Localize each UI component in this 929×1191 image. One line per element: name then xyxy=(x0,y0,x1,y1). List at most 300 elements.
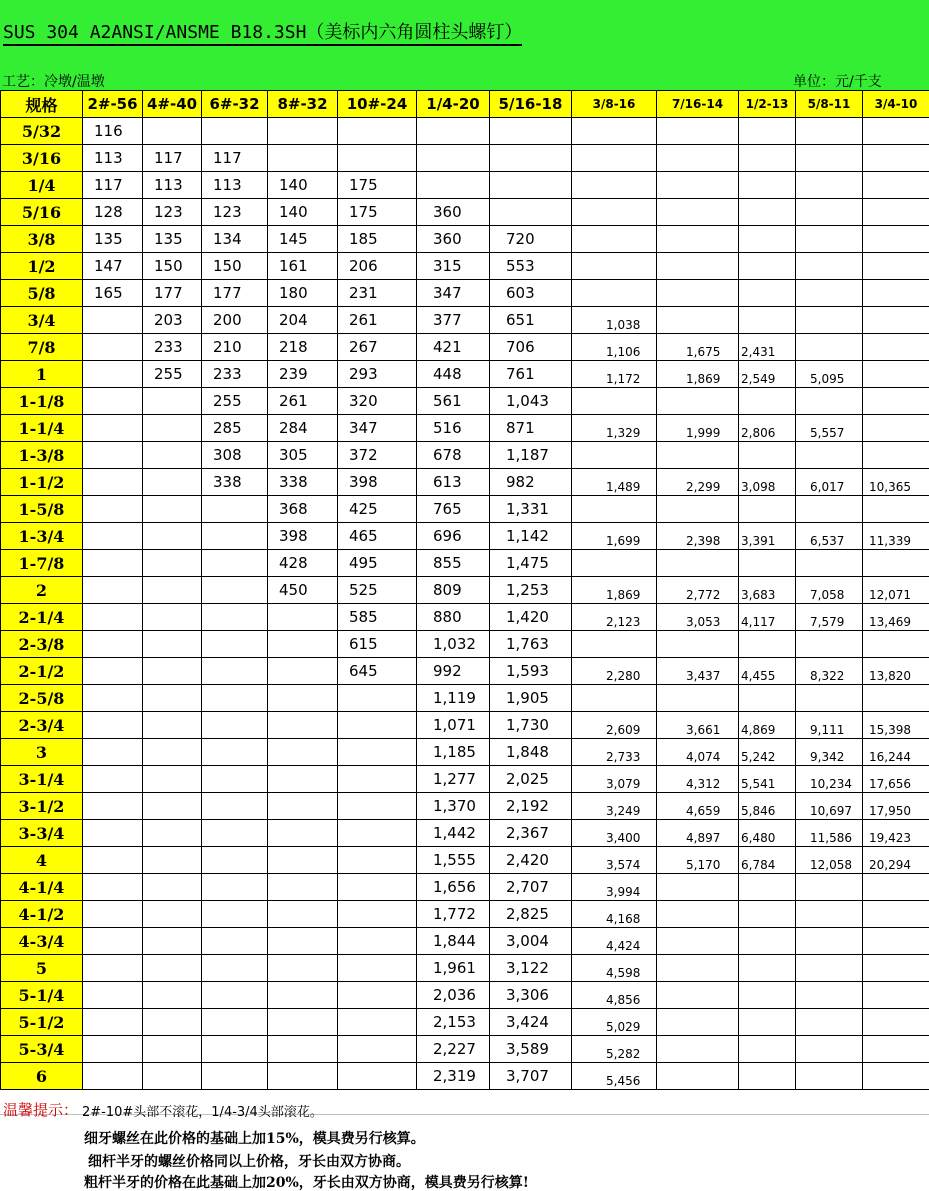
price-cell xyxy=(143,982,202,1009)
price-cell xyxy=(338,712,417,739)
price-cell xyxy=(657,307,739,334)
price-cell xyxy=(657,145,739,172)
price-cell xyxy=(657,199,739,226)
table-row xyxy=(1,496,929,523)
price-cell: 135 xyxy=(83,226,143,253)
price-cell xyxy=(338,685,417,712)
price-cell: 2,707 xyxy=(490,874,572,901)
price-cell xyxy=(143,577,202,604)
price-cell xyxy=(83,496,143,523)
price-cell xyxy=(268,1036,338,1063)
price-cell: 145 xyxy=(268,226,338,253)
price-cell xyxy=(143,766,202,793)
price-cell: 2,609 xyxy=(572,712,657,739)
price-cell: 855 xyxy=(417,550,490,577)
price-cell xyxy=(863,955,929,982)
price-cell xyxy=(338,955,417,982)
price-cell: 5,282 xyxy=(572,1036,657,1063)
price-cell: 1,999 xyxy=(657,415,739,442)
price-cell xyxy=(202,739,268,766)
price-cell xyxy=(202,685,268,712)
price-cell: 2,733 xyxy=(572,739,657,766)
price-cell xyxy=(143,469,202,496)
price-cell xyxy=(417,172,490,199)
price-cell: 495 xyxy=(338,550,417,577)
spec-cell: 4-3/4 xyxy=(1,928,83,955)
price-cell: 5,846 xyxy=(739,793,796,820)
price-cell xyxy=(572,280,657,307)
price-cell xyxy=(863,388,929,415)
price-cell xyxy=(657,442,739,469)
price-cell: 285 xyxy=(202,415,268,442)
table-row xyxy=(1,685,929,712)
price-cell xyxy=(572,388,657,415)
price-cell: 1,329 xyxy=(572,415,657,442)
price-cell xyxy=(863,253,929,280)
price-cell xyxy=(83,307,143,334)
price-cell: 678 xyxy=(417,442,490,469)
price-cell: 1,772 xyxy=(417,901,490,928)
price-cell: 465 xyxy=(338,523,417,550)
price-cell xyxy=(739,496,796,523)
table-row xyxy=(1,388,929,415)
price-cell xyxy=(657,1009,739,1036)
price-cell xyxy=(657,955,739,982)
price-cell xyxy=(143,793,202,820)
price-cell: 2,431 xyxy=(739,334,796,361)
table-row xyxy=(1,658,929,685)
spec-cell: 3/4 xyxy=(1,307,83,334)
price-cell xyxy=(739,1036,796,1063)
tip-label: 温馨提示： xyxy=(3,1101,79,1119)
price-cell: 117 xyxy=(143,145,202,172)
price-cell: 2,123 xyxy=(572,604,657,631)
price-cell xyxy=(657,928,739,955)
price-cell: 398 xyxy=(338,469,417,496)
price-cell: 421 xyxy=(417,334,490,361)
price-cell xyxy=(796,982,863,1009)
header-row xyxy=(1,91,929,118)
price-cell xyxy=(796,172,863,199)
price-cell xyxy=(417,118,490,145)
price-cell xyxy=(202,523,268,550)
table-row xyxy=(1,928,929,955)
price-cell: 3,053 xyxy=(657,604,739,631)
price-cell xyxy=(202,874,268,901)
table-row xyxy=(1,901,929,928)
price-cell: 1,593 xyxy=(490,658,572,685)
price-cell xyxy=(490,145,572,172)
price-cell: 11,586 xyxy=(796,820,863,847)
price-cell xyxy=(83,361,143,388)
price-cell xyxy=(863,496,929,523)
price-cell: 140 xyxy=(268,172,338,199)
price-cell: 6,017 xyxy=(796,469,863,496)
price-cell: 165 xyxy=(83,280,143,307)
price-cell xyxy=(268,739,338,766)
price-cell: 2,806 xyxy=(739,415,796,442)
price-cell xyxy=(572,631,657,658)
price-cell xyxy=(338,901,417,928)
price-cell: 1,905 xyxy=(490,685,572,712)
price-cell xyxy=(83,820,143,847)
price-cell xyxy=(796,226,863,253)
price-cell: 1,656 xyxy=(417,874,490,901)
spec-cell: 1 xyxy=(1,361,83,388)
price-cell: 720 xyxy=(490,226,572,253)
spec-cell: 1-3/4 xyxy=(1,523,83,550)
price-cell: 347 xyxy=(338,415,417,442)
price-cell xyxy=(657,388,739,415)
table-row xyxy=(1,334,929,361)
price-cell xyxy=(202,901,268,928)
price-cell: 1,172 xyxy=(572,361,657,388)
spec-cell: 1-1/2 xyxy=(1,469,83,496)
price-cell: 5,557 xyxy=(796,415,863,442)
price-cell xyxy=(863,901,929,928)
price-cell: 1,043 xyxy=(490,388,572,415)
price-cell xyxy=(143,1036,202,1063)
price-cell xyxy=(83,523,143,550)
price-cell xyxy=(202,928,268,955)
column-header: 3/8-16 xyxy=(572,91,657,118)
price-cell xyxy=(143,955,202,982)
price-cell: 206 xyxy=(338,253,417,280)
table-row xyxy=(1,874,929,901)
price-cell xyxy=(202,712,268,739)
price-cell xyxy=(657,685,739,712)
price-cell: 4,117 xyxy=(739,604,796,631)
price-cell xyxy=(143,820,202,847)
price-cell xyxy=(657,550,739,577)
spec-cell: 1-7/8 xyxy=(1,550,83,577)
price-cell xyxy=(202,631,268,658)
price-cell: 615 xyxy=(338,631,417,658)
price-cell xyxy=(268,955,338,982)
price-cell: 10,365 xyxy=(863,469,929,496)
price-cell xyxy=(338,1036,417,1063)
price-cell xyxy=(739,685,796,712)
price-cell xyxy=(863,280,929,307)
price-cell xyxy=(143,658,202,685)
price-cell xyxy=(268,685,338,712)
price-cell xyxy=(143,496,202,523)
price-cell: 706 xyxy=(490,334,572,361)
table-row xyxy=(1,118,929,145)
price-cell xyxy=(338,820,417,847)
price-cell: 3,098 xyxy=(739,469,796,496)
price-cell xyxy=(796,307,863,334)
price-cell xyxy=(202,982,268,1009)
spec-cell: 1-3/8 xyxy=(1,442,83,469)
spec-cell: 5-1/2 xyxy=(1,1009,83,1036)
price-cell xyxy=(268,631,338,658)
price-cell xyxy=(572,199,657,226)
price-cell: 651 xyxy=(490,307,572,334)
price-cell: 3,424 xyxy=(490,1009,572,1036)
price-cell: 135 xyxy=(143,226,202,253)
column-header: 8#-32 xyxy=(268,91,338,118)
price-cell xyxy=(83,604,143,631)
price-cell xyxy=(202,766,268,793)
price-cell: 17,950 xyxy=(863,793,929,820)
price-cell xyxy=(796,1036,863,1063)
price-cell: 180 xyxy=(268,280,338,307)
price-cell: 5,541 xyxy=(739,766,796,793)
price-cell xyxy=(268,658,338,685)
price-cell xyxy=(863,685,929,712)
price-cell xyxy=(863,550,929,577)
price-cell: 4,455 xyxy=(739,658,796,685)
price-cell: 261 xyxy=(338,307,417,334)
price-cell xyxy=(863,928,929,955)
price-cell: 19,423 xyxy=(863,820,929,847)
price-cell: 284 xyxy=(268,415,338,442)
price-cell: 4,424 xyxy=(572,928,657,955)
price-table xyxy=(0,90,929,1090)
spec-cell: 3 xyxy=(1,739,83,766)
price-cell xyxy=(657,496,739,523)
spec-cell: 5/32 xyxy=(1,118,83,145)
price-cell: 9,111 xyxy=(796,712,863,739)
price-cell: 982 xyxy=(490,469,572,496)
price-cell xyxy=(796,199,863,226)
price-cell xyxy=(202,604,268,631)
price-cell xyxy=(796,388,863,415)
price-cell: 5,095 xyxy=(796,361,863,388)
spec-cell: 2-3/8 xyxy=(1,631,83,658)
price-cell: 1,675 xyxy=(657,334,739,361)
price-cell: 233 xyxy=(202,361,268,388)
table-row xyxy=(1,307,929,334)
price-cell xyxy=(657,874,739,901)
price-cell: 428 xyxy=(268,550,338,577)
spec-cell: 7/8 xyxy=(1,334,83,361)
price-cell: 553 xyxy=(490,253,572,280)
price-cell: 305 xyxy=(268,442,338,469)
column-header: 4#-40 xyxy=(143,91,202,118)
price-cell xyxy=(143,901,202,928)
column-header: 5/16-18 xyxy=(490,91,572,118)
price-cell xyxy=(796,685,863,712)
spec-header: 规格 xyxy=(1,91,83,118)
spec-cell: 3/16 xyxy=(1,145,83,172)
price-cell xyxy=(796,145,863,172)
price-cell: 4,168 xyxy=(572,901,657,928)
price-cell: 2,825 xyxy=(490,901,572,928)
price-cell: 450 xyxy=(268,577,338,604)
price-cell xyxy=(657,1063,739,1090)
price-cell xyxy=(796,496,863,523)
price-cell xyxy=(490,118,572,145)
price-cell: 1,763 xyxy=(490,631,572,658)
price-cell xyxy=(739,874,796,901)
price-cell xyxy=(338,928,417,955)
price-cell xyxy=(143,388,202,415)
price-cell: 175 xyxy=(338,199,417,226)
column-header: 5/8-11 xyxy=(796,91,863,118)
price-cell xyxy=(268,118,338,145)
price-cell: 809 xyxy=(417,577,490,604)
price-cell: 761 xyxy=(490,361,572,388)
price-cell xyxy=(83,793,143,820)
price-cell xyxy=(338,793,417,820)
price-cell: 15,398 xyxy=(863,712,929,739)
price-cell xyxy=(83,685,143,712)
price-cell: 2,036 xyxy=(417,982,490,1009)
price-cell xyxy=(657,901,739,928)
price-cell xyxy=(268,901,338,928)
price-cell: 3,122 xyxy=(490,955,572,982)
price-cell: 1,331 xyxy=(490,496,572,523)
price-cell xyxy=(796,955,863,982)
price-cell: 267 xyxy=(338,334,417,361)
price-cell xyxy=(739,307,796,334)
price-cell xyxy=(739,1063,796,1090)
price-cell xyxy=(739,631,796,658)
price-cell: 1,699 xyxy=(572,523,657,550)
price-cell: 128 xyxy=(83,199,143,226)
price-cell: 1,961 xyxy=(417,955,490,982)
price-cell: 1,489 xyxy=(572,469,657,496)
price-cell: 1,848 xyxy=(490,739,572,766)
price-cell: 992 xyxy=(417,658,490,685)
price-cell xyxy=(863,415,929,442)
price-cell: 3,391 xyxy=(739,523,796,550)
price-cell xyxy=(572,496,657,523)
table-row xyxy=(1,523,929,550)
price-cell: 1,442 xyxy=(417,820,490,847)
price-cell xyxy=(143,928,202,955)
price-cell: 150 xyxy=(202,253,268,280)
price-cell xyxy=(657,226,739,253)
price-cell xyxy=(202,118,268,145)
price-cell xyxy=(202,577,268,604)
price-cell xyxy=(268,712,338,739)
price-cell xyxy=(83,874,143,901)
price-cell xyxy=(796,334,863,361)
price-cell: 4,074 xyxy=(657,739,739,766)
price-cell xyxy=(338,847,417,874)
price-cell: 1,475 xyxy=(490,550,572,577)
table-row xyxy=(1,469,929,496)
spec-cell: 1/4 xyxy=(1,172,83,199)
price-cell xyxy=(202,1009,268,1036)
price-cell xyxy=(657,253,739,280)
price-cell: 1,869 xyxy=(572,577,657,604)
price-cell: 255 xyxy=(143,361,202,388)
spec-cell: 2-5/8 xyxy=(1,685,83,712)
price-cell xyxy=(83,847,143,874)
price-cell: 255 xyxy=(202,388,268,415)
price-cell: 7,579 xyxy=(796,604,863,631)
price-cell xyxy=(202,496,268,523)
price-cell xyxy=(863,118,929,145)
price-cell xyxy=(657,982,739,1009)
price-cell: 398 xyxy=(268,523,338,550)
price-cell: 13,820 xyxy=(863,658,929,685)
process-label: 工艺：冷墩/温墩 xyxy=(2,74,105,90)
table-row xyxy=(1,145,929,172)
price-cell xyxy=(863,1009,929,1036)
price-cell xyxy=(796,550,863,577)
price-cell xyxy=(202,1063,268,1090)
price-cell: 17,656 xyxy=(863,766,929,793)
note-line-3: 粗杆半牙的价格在此基础上加20%，牙长由双方协商，模具费另行核算! xyxy=(84,1175,529,1191)
price-cell xyxy=(572,145,657,172)
price-cell xyxy=(796,631,863,658)
price-cell xyxy=(863,874,929,901)
price-cell: 233 xyxy=(143,334,202,361)
price-cell: 140 xyxy=(268,199,338,226)
price-cell xyxy=(739,226,796,253)
price-cell xyxy=(83,955,143,982)
note-line-2: 细杆半牙的螺丝价格同以上价格，牙长由双方协商。 xyxy=(88,1154,410,1170)
price-cell: 4,312 xyxy=(657,766,739,793)
price-cell: 12,058 xyxy=(796,847,863,874)
price-cell xyxy=(143,1009,202,1036)
spec-cell: 1-1/4 xyxy=(1,415,83,442)
price-cell: 5,170 xyxy=(657,847,739,874)
price-cell: 4,897 xyxy=(657,820,739,847)
column-header: 3/4-10 xyxy=(863,91,929,118)
price-cell: 315 xyxy=(417,253,490,280)
price-cell: 2,772 xyxy=(657,577,739,604)
price-cell xyxy=(143,874,202,901)
price-cell xyxy=(572,172,657,199)
table-row xyxy=(1,280,929,307)
price-cell: 3,683 xyxy=(739,577,796,604)
price-cell: 113 xyxy=(83,145,143,172)
table-row xyxy=(1,712,929,739)
price-cell: 11,339 xyxy=(863,523,929,550)
price-cell xyxy=(83,631,143,658)
price-cell: 516 xyxy=(417,415,490,442)
price-cell xyxy=(739,901,796,928)
price-cell xyxy=(83,442,143,469)
price-cell: 1,185 xyxy=(417,739,490,766)
column-header: 1/2-13 xyxy=(739,91,796,118)
price-cell: 2,420 xyxy=(490,847,572,874)
spec-cell: 3/8 xyxy=(1,226,83,253)
price-cell: 134 xyxy=(202,226,268,253)
price-cell: 239 xyxy=(268,361,338,388)
spec-cell: 5 xyxy=(1,955,83,982)
price-cell xyxy=(796,253,863,280)
price-cell xyxy=(143,523,202,550)
price-cell xyxy=(202,658,268,685)
table-row xyxy=(1,550,929,577)
price-cell: 2,280 xyxy=(572,658,657,685)
price-cell: 525 xyxy=(338,577,417,604)
price-cell: 2,398 xyxy=(657,523,739,550)
price-cell: 117 xyxy=(202,145,268,172)
price-cell: 293 xyxy=(338,361,417,388)
price-cell xyxy=(739,172,796,199)
price-cell xyxy=(338,874,417,901)
price-cell: 1,869 xyxy=(657,361,739,388)
column-header: 2#-56 xyxy=(83,91,143,118)
column-header: 7/16-14 xyxy=(657,91,739,118)
price-cell: 16,244 xyxy=(863,739,929,766)
price-cell xyxy=(143,118,202,145)
price-cell: 1,032 xyxy=(417,631,490,658)
table-row xyxy=(1,820,929,847)
price-cell: 1,730 xyxy=(490,712,572,739)
price-cell xyxy=(83,712,143,739)
spec-cell: 3-1/4 xyxy=(1,766,83,793)
price-cell: 696 xyxy=(417,523,490,550)
